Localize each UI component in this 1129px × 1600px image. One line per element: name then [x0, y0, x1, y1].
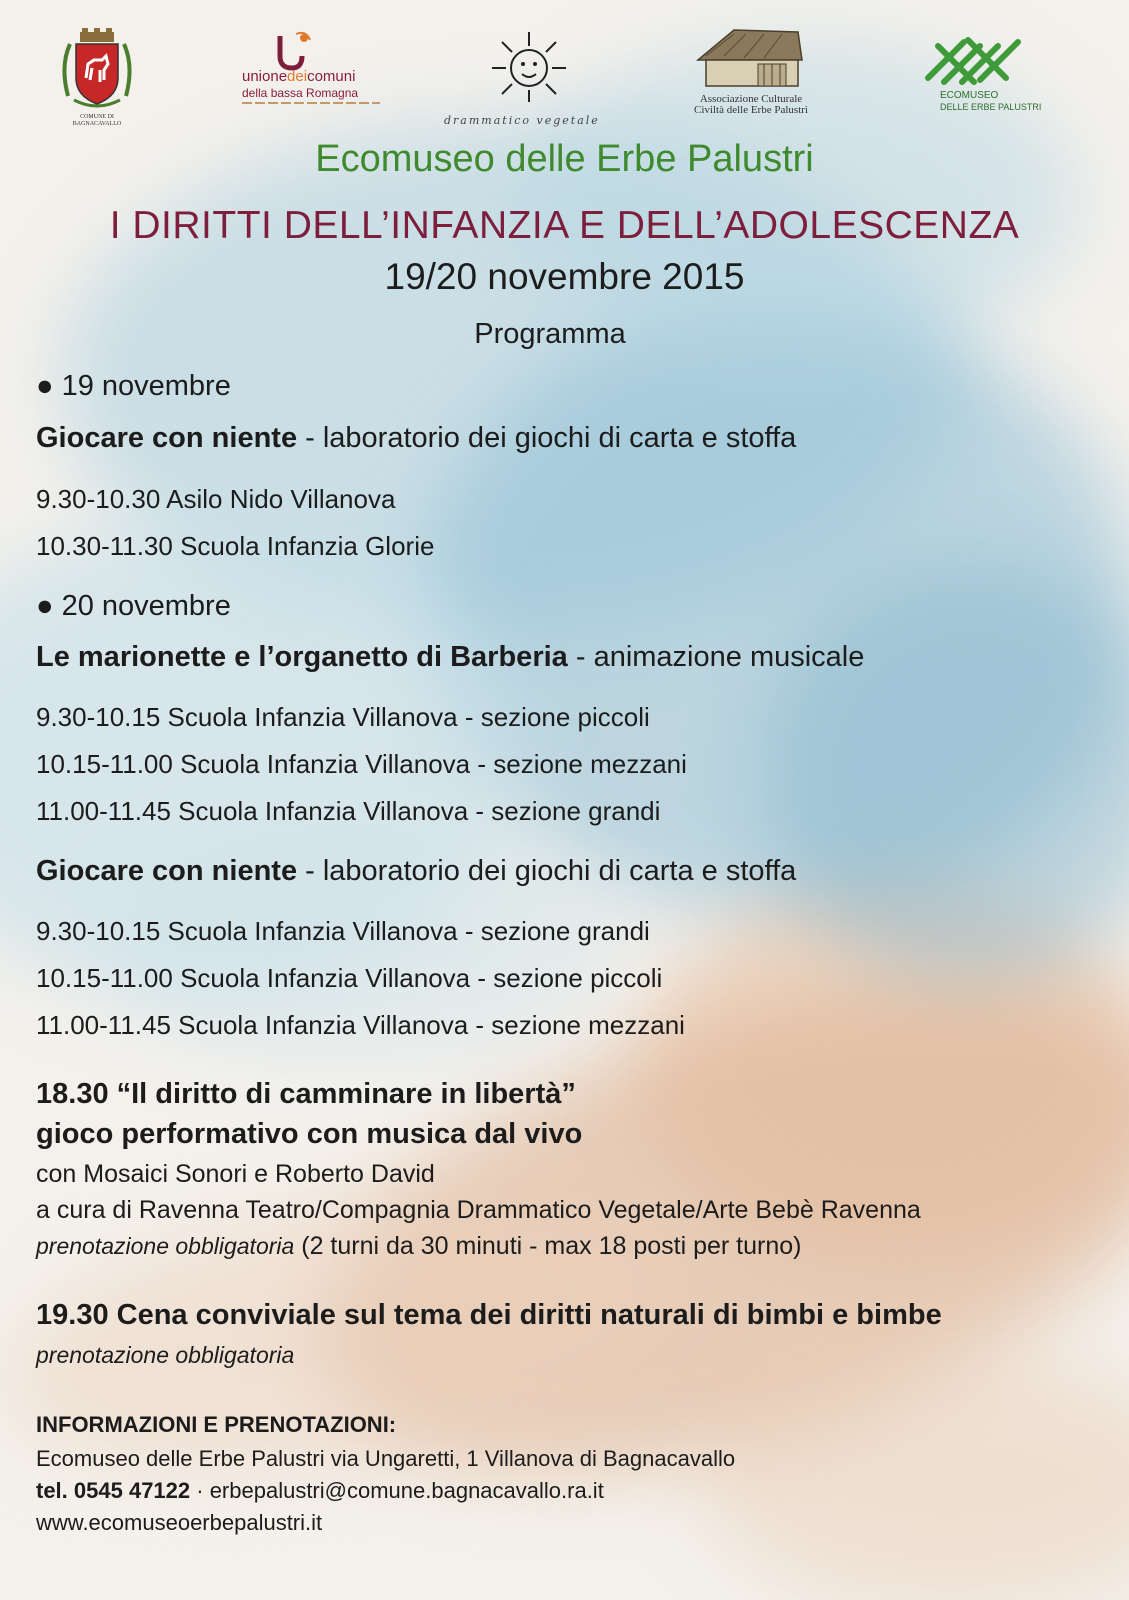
- comuni-word: comuni: [307, 68, 356, 85]
- time-slot: 9.30-10.15 Scuola Infanzia Villanova - sezione grandi: [36, 916, 650, 946]
- ecomuseo-logo: [922, 34, 1052, 120]
- org-title: Ecomuseo delle Erbe Palustri: [315, 138, 814, 180]
- time-slot: 11.00-11.45 Scuola Infanzia Villanova - sezione mezzani: [36, 1010, 685, 1040]
- ecomuseo-logo-line-2: DELLE ERBE PALUSTRI: [940, 102, 1042, 112]
- activity-title: Giocare con niente: [36, 422, 298, 454]
- time-slot: 10.30-11.30 Scuola Infanzia Glorie: [36, 531, 435, 561]
- info-heading: INFORMAZIONI E PRENOTAZIONI:: [36, 1412, 397, 1437]
- page-title: I DIRITTI DELL’INFANZIA E DELL’ADOLESCENZA: [109, 204, 1020, 247]
- info-phone: tel. 0545 47122: [36, 1478, 191, 1503]
- drammatico-vegetale-logo: [440, 28, 620, 132]
- event-1-performers: con Mosaici Sonori e Roberto David: [36, 1160, 435, 1188]
- day-2-label: ● 20 novembre: [36, 590, 231, 622]
- time-slot: 9.30-10.15 Scuola Infanzia Villanova - sezione piccoli: [36, 702, 650, 732]
- assoc-line-1: Associazione Culturale: [699, 93, 803, 105]
- unione-comuni-logo: [240, 30, 390, 110]
- day-1-activity: [36, 422, 796, 455]
- event-2-title: 19.30 Cena conviviale sul tema dei diritti naturali di bimbi e bimbe: [36, 1299, 942, 1331]
- time-slot: 10.15-11.00 Scuola Infanzia Villanova - sezione mezzani: [36, 749, 687, 779]
- info-email[interactable]: · erbepalustri@comune.bagnacavallo.ra.it: [190, 1478, 604, 1503]
- unione-subtitle: della bassa Romagna: [242, 86, 359, 100]
- event-1-subtitle: gioco performativo con musica dal vivo: [36, 1118, 583, 1150]
- drammatico-signature: drammatico vegetale: [444, 114, 600, 127]
- activity-description: - laboratorio dei giochi di carta e stoffa: [297, 422, 797, 454]
- reeds-weave-icon: [922, 34, 1026, 86]
- time-slot: 9.30-10.30 Asilo Nido Villanova: [36, 484, 396, 514]
- event-1-organizers: a cura di Ravenna Teatro/Compagnia Drammatico Vegetale/Arte Bebè Ravenna: [36, 1196, 921, 1224]
- sun-figure-icon: [484, 28, 574, 104]
- activity-title: Le marionette e l’organetto di Barberia: [36, 641, 568, 673]
- day-2-activity-1: [36, 641, 864, 674]
- program-heading: Programma: [474, 318, 626, 350]
- comune-crest-logo: [58, 26, 136, 126]
- booking-required: prenotazione obbligatoria: [36, 1233, 295, 1259]
- info-address: Ecomuseo delle Erbe Palustri via Ungaretti, 1 Villanova di Bagnacavallo: [36, 1446, 736, 1471]
- activity-description: - laboratorio dei giochi di carta e stoffa: [297, 855, 797, 887]
- comune-caption-2: BAGNACAVALLO: [72, 121, 122, 127]
- event-1-booking-note: [36, 1232, 802, 1261]
- crest-icon: [58, 26, 136, 112]
- unione-word: unione: [242, 68, 288, 85]
- day-1-label: ● 19 novembre: [36, 370, 231, 402]
- comune-caption-1: COMUNE DI: [80, 114, 114, 120]
- time-slot: 10.15-11.00 Scuola Infanzia Villanova - sezione piccoli: [36, 963, 663, 993]
- activity-title: Giocare con niente: [36, 855, 298, 887]
- activity-description: - animazione musicale: [567, 641, 865, 673]
- unione-u-icon: [272, 30, 312, 72]
- associazione-culturale-logo: [686, 26, 816, 118]
- info-contacts: [36, 1478, 604, 1504]
- ecomuseo-logo-line-1: ECOMUSEO: [940, 90, 999, 101]
- booking-details: (2 turni da 30 minuti - max 18 posti per turno): [294, 1232, 802, 1260]
- thatched-hut-icon: [694, 26, 806, 88]
- event-dates: 19/20 novembre 2015: [384, 256, 745, 297]
- info-website[interactable]: www.ecomuseoerbepalustri.it: [36, 1510, 323, 1535]
- event-2-booking-note: prenotazione obbligatoria: [36, 1342, 295, 1368]
- dei-word: dei: [287, 68, 308, 85]
- event-1-title: 18.30 “Il diritto di camminare in libertà”: [36, 1078, 576, 1110]
- assoc-line-2: Civiltà delle Erbe Palustri: [694, 104, 808, 116]
- time-slot: 11.00-11.45 Scuola Infanzia Villanova - sezione grandi: [36, 796, 661, 826]
- unione-town-list: [242, 102, 380, 104]
- day-2-activity-2: [36, 855, 796, 888]
